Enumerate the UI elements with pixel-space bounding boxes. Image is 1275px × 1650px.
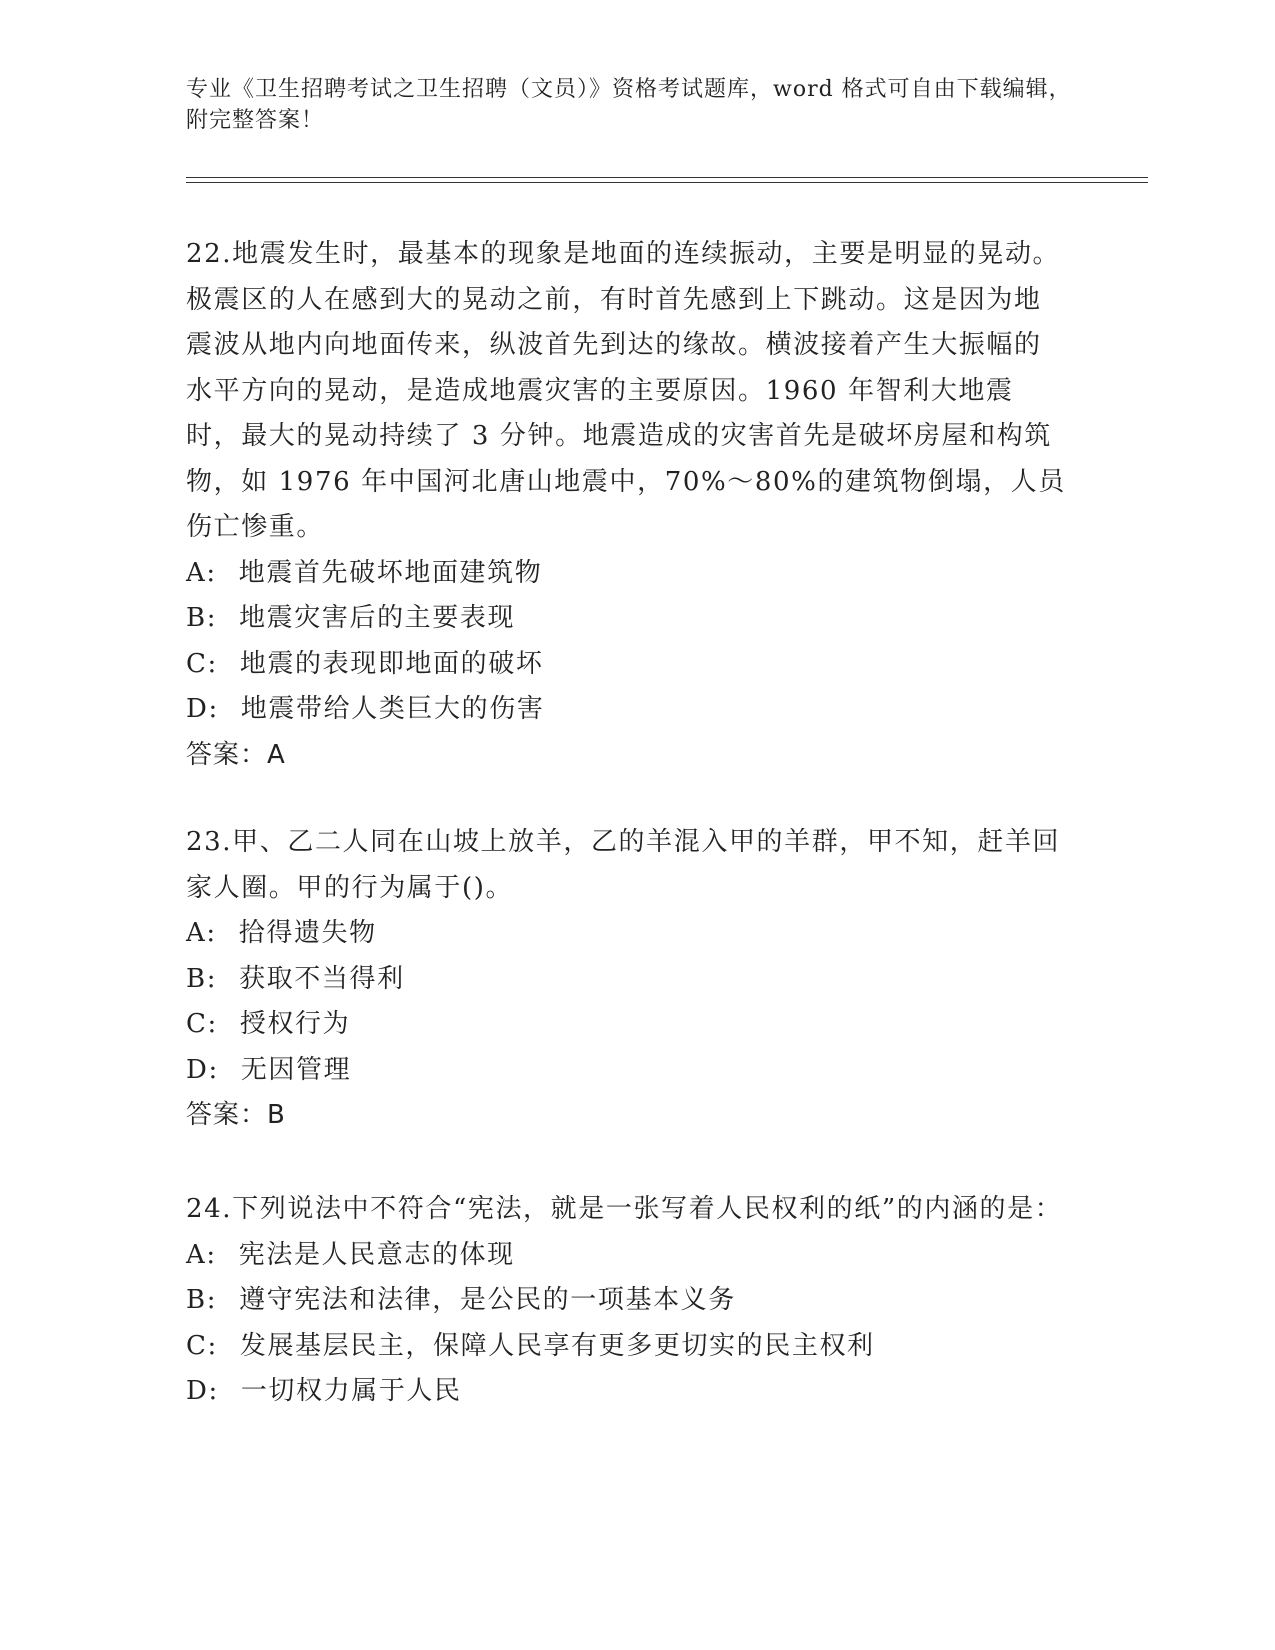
option-letter: C: [186, 1330, 218, 1361]
option-b [186, 1278, 1066, 1324]
question-stem: 22.地震发生时，最基本的现象是地面的连续振动，主要是明显的晃动。极震区的人在感到大的晃动之前，有时首先感到上下跳动。这是因为地震波从地内向地面传来，纵波首先到达的缘故。横波接着产生大振幅的水平方向的晃动，是造成地震灾害的主要原因。1960 年智利大地震时，最大的晃动持续了 3 分钟。地震造成的灾害首先是破坏房屋和构筑物，如 1976 年中国河北唐山地震中，70%～80%的建筑物倒塌，人员伤亡惨重。 [186, 239, 1066, 542]
option-letter: C: [186, 648, 218, 679]
option-letter: A: [186, 557, 217, 588]
option-letter: B: [186, 1285, 218, 1315]
option-letter: D: [186, 694, 219, 724]
option-letter: D: [186, 1054, 219, 1085]
option-b [186, 957, 1066, 1003]
option-c [186, 1324, 1066, 1370]
question-22 [186, 232, 1066, 778]
header-divider-bottom [186, 182, 1148, 183]
option-text: 拾得遗失物 [238, 918, 377, 948]
option-a [186, 911, 1066, 957]
option-letter: A: [186, 1239, 217, 1270]
option-text: 地震带给人类巨大的伤害 [240, 694, 545, 724]
question-stem: 23.甲、乙二人同在山坡上放羊，乙的羊混入甲的羊群，甲不知，赶羊回家人圈。甲的行为属于()。 [186, 827, 1061, 903]
option-d [186, 687, 1066, 733]
answer-line: 答案：A [186, 739, 286, 770]
option-list [186, 911, 1066, 1093]
option-letter: B: [186, 603, 218, 633]
option-b [186, 596, 1066, 642]
option-text: 无因管理 [240, 1054, 352, 1085]
option-text: 地震灾害后的主要表现 [239, 603, 516, 633]
option-text: 发展基层民主，保障人民享有更多更切实的民主权利 [239, 1330, 875, 1361]
option-c [186, 642, 1066, 688]
option-text: 地震的表现即地面的破坏 [239, 648, 544, 679]
option-text: 地震首先破坏地面建筑物 [238, 557, 543, 588]
header-divider-top [186, 177, 1148, 178]
document-header: 专业《卫生招聘考试之卫生招聘（文员）》资格考试题库，word 格式可自由下载编辑，附完整答案！ [186, 77, 1072, 133]
option-text: 获取不当得利 [239, 963, 405, 994]
option-d [186, 1369, 1066, 1415]
option-text: 宪法是人民意志的体现 [238, 1239, 515, 1270]
option-a [186, 551, 1066, 597]
question-24 [186, 1187, 1066, 1415]
option-letter: B: [186, 963, 218, 994]
option-text: 一切权力属于人民 [240, 1376, 462, 1406]
question-23 [186, 820, 1066, 1139]
option-c [186, 1002, 1066, 1048]
option-list [186, 551, 1066, 733]
option-letter: D: [186, 1376, 219, 1406]
option-list [186, 1233, 1066, 1415]
question-stem: 24.下列说法中不符合“宪法，就是一张写着人民权利的纸”的内涵的是： [186, 1194, 1063, 1224]
answer-line: 答案：B [186, 1100, 286, 1130]
option-text: 授权行为 [239, 1009, 351, 1039]
option-text: 遵守宪法和法律，是公民的一项基本义务 [239, 1285, 736, 1315]
option-letter: C: [186, 1009, 218, 1039]
option-a [186, 1233, 1066, 1279]
option-letter: A: [186, 918, 217, 948]
option-d [186, 1048, 1066, 1094]
